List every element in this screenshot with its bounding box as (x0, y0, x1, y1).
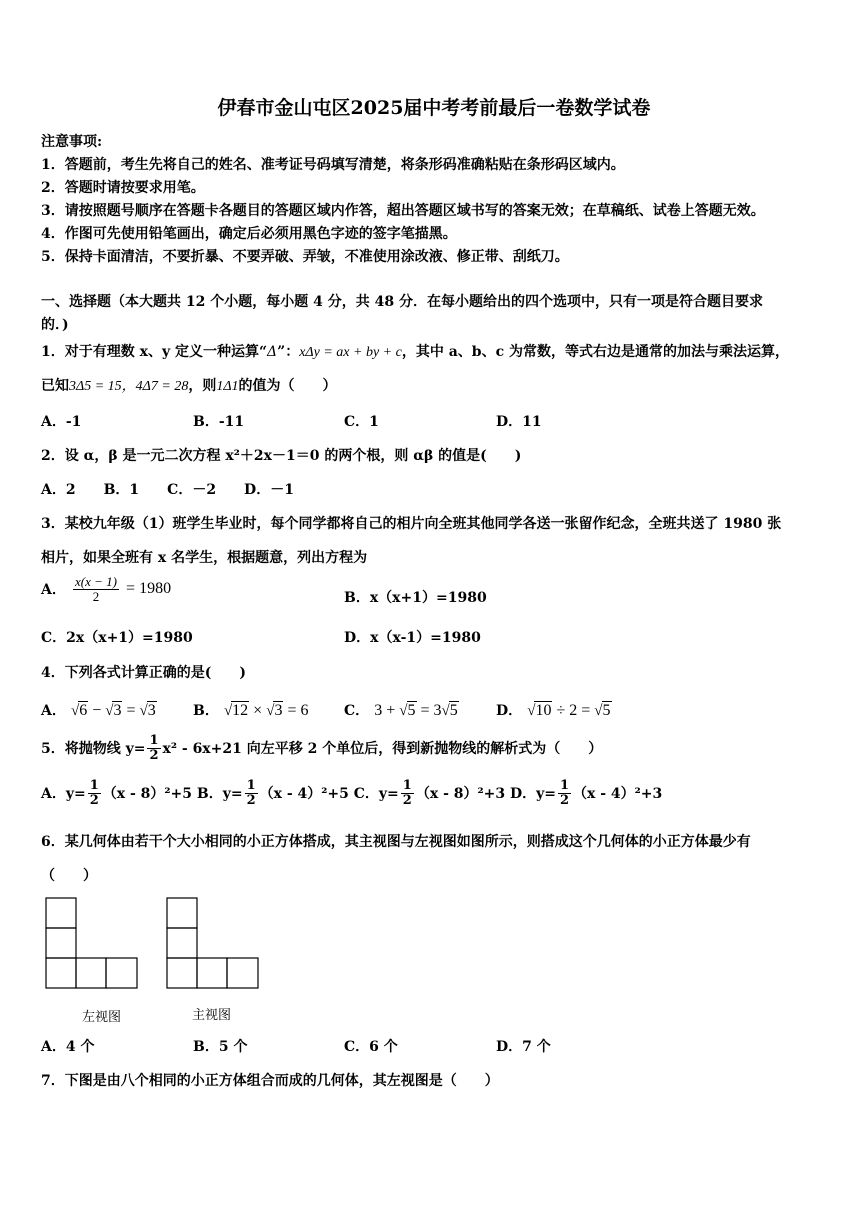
main-view-figure (166, 897, 261, 989)
notice-heading: 注意事项: (41, 134, 103, 150)
q5-option-c-expr: （x - 8）²+3 (415, 786, 506, 803)
left-view-cell (46, 928, 76, 958)
q1-then: ，则 (188, 378, 217, 394)
fraction-numerator: 1 (149, 733, 159, 748)
q6-option-c: C．6 个 (344, 1039, 398, 1055)
q6-option-d: D．7 个 (496, 1039, 551, 1055)
sqrt-radicand: 5 (449, 702, 458, 719)
q4-option-d: D． √10 ÷ 2 = √5 (496, 702, 611, 719)
q1-option-c: C．1 (344, 414, 379, 430)
sqrt-radicand: 5 (602, 702, 611, 719)
notice-item-5: 5．保持卡面清洁，不要折暴、不要弄破、弄皱，不准使用涂改液、修正带、刮纸刀。 (41, 249, 569, 265)
q5-option-c-label: C．y= (353, 786, 399, 803)
sqrt-radicand: 5 (407, 702, 416, 719)
q2-options: A．2 B．1 C．－2 D．－1 (41, 482, 294, 498)
question-1-line1 (41, 341, 789, 361)
sqrt-radicand: 10 (535, 702, 552, 719)
q4-option-c-label: C． (344, 703, 370, 719)
question-2: 2．设 α，β 是一元二次方程 x²＋2x－1＝0 的两个根，则 αβ 的值是( ) (41, 448, 522, 464)
q4-option-c: C． 3 + √5 = 3√5 (344, 702, 458, 719)
question-6-line2: （ ） (41, 868, 97, 884)
q1-given: 3Δ5 = 15，4Δ7 = 28 (69, 379, 189, 394)
left-view-cell (46, 958, 76, 988)
divide-equals: ÷ 2 = (552, 702, 595, 719)
q1-ask: 1Δ1 (216, 379, 239, 394)
q5-option-b-label: B．y= (196, 786, 243, 803)
sqrt-radicand: 3 (113, 702, 122, 719)
fraction-numerator: 1 (559, 778, 570, 793)
left-view-cell (46, 898, 76, 928)
notice-item-2: 2．答题时请按要求用笔。 (41, 180, 205, 196)
q1-option-d: D．11 (496, 414, 542, 430)
question-4: 4．下列各式计算正确的是( ) (41, 665, 246, 681)
left-view-caption: 左视图 (82, 1010, 122, 1025)
fraction-denominator: 2 (246, 792, 256, 808)
q5-options (41, 779, 662, 807)
fraction-denominator: 2 (92, 588, 100, 604)
main-view-cell (197, 958, 227, 988)
q1-mid: ”： (277, 344, 300, 360)
q1-option-b: B．-11 (193, 414, 245, 430)
notice-item-1: 1．答题前，考生先将自己的姓名、准考证号码填写清楚，将条形码准确粘贴在条形码区域内。 (41, 157, 625, 173)
q5-fraction (147, 734, 160, 762)
left-view-cell (106, 958, 137, 988)
q1-rest: ，其中 a、b、c 为常数，等式右边是通常的加法与乘法运算， (401, 344, 789, 360)
q5-option-a-expr: （x - 8）²+5 (102, 786, 193, 803)
q3-option-a-label: A． (41, 582, 66, 599)
fraction-numerator: 1 (402, 778, 412, 793)
q5-option-d-label: D．y= (509, 786, 556, 803)
left-view-cell (76, 958, 106, 988)
q1-given-label: 已知 (41, 378, 69, 394)
q1-operator: Δ (267, 344, 278, 360)
question-3-line2: 相片，如果全班有 x 名学生，根据题意，列出方程为 (41, 550, 368, 566)
sqrt-radicand: 3 (274, 702, 283, 719)
q1-ask-tail: 的值为（ ） (238, 378, 337, 394)
sqrt-radicand: 3 (147, 702, 156, 719)
fraction-denominator: 2 (149, 747, 159, 763)
fraction-numerator: 1 (246, 778, 256, 793)
question-5 (41, 734, 602, 762)
q5-option-b-expr: （x - 4）²+5 (259, 786, 349, 803)
fraction-denominator: 2 (89, 792, 99, 808)
q3-option-a-fraction (73, 575, 119, 603)
main-view-cell (227, 958, 258, 988)
q6-option-a: A．4 个 (41, 1039, 95, 1055)
main-view-caption: 主视图 (192, 1008, 232, 1023)
question-3-line1: 3．某校九年级（1）班学生毕业时，每个同学都将自己的相片向全班其他同学各送一张留作纪念，全班共送了 1980 张 (41, 516, 782, 532)
equals-result: = 6 (283, 702, 309, 719)
section-heading: 一、选择题（本大题共 12 个小题，每小题 4 分，共 48 分．在每小题给出的四个选项中，只有一项是符合题目要求 (41, 294, 763, 310)
q4-option-a: A． √6 − √3 = √3 (41, 702, 156, 719)
q5-option-a-label: A．y= (41, 786, 86, 803)
equals-sign: = (122, 702, 140, 719)
minus-sign: − (88, 702, 106, 719)
q5-rest: x² - 6x+21 向左平移 2 个单位后，得到新抛物线的解析式为（ ） (162, 741, 603, 758)
q4-option-a-label: A． (41, 703, 66, 719)
fraction-denominator: 2 (402, 792, 412, 808)
question-7: 7．下图是由八个相同的小正方体组合而成的几何体，其左视图是（ ） (41, 1073, 499, 1089)
q1-prefix: 1．对于有理数 x、y 定义一种运算“ (41, 344, 268, 360)
times-sign: × (249, 702, 267, 719)
addend: 3 + (374, 702, 400, 719)
q3-option-c: C．2x（x+1）=1980 (41, 630, 193, 646)
q3-option-b: B．x（x+1）=1980 (344, 590, 487, 606)
fraction-numerator: x(x − 1) (74, 574, 117, 589)
question-6-line1: 6．某几何体由若干个大小相同的小正方体搭成，其主视图与左视图如图所示，则搭成这个几何体的小正方体最少有 (41, 834, 751, 850)
left-view-diagram (45, 897, 140, 989)
sqrt-radicand: 6 (79, 702, 88, 719)
main-view-cell (167, 958, 197, 988)
q5-prefix: 5．将抛物线 y= (41, 741, 146, 758)
sqrt-radicand: 12 (232, 702, 249, 719)
main-view-cell (167, 898, 197, 928)
q1-option-a: A．-1 (41, 414, 82, 430)
fraction-denominator: 2 (559, 792, 570, 808)
q3-option-d: D．x（x-1）=1980 (344, 630, 481, 646)
main-view-cell (167, 928, 197, 958)
left-view-figure (45, 897, 140, 989)
q4-option-b-label: B． (193, 703, 219, 719)
main-view-diagram (166, 897, 261, 989)
q1-formula: xΔy = ax + by + c (299, 345, 402, 360)
q4-option-b: B． √12 × √3 = 6 (193, 702, 309, 719)
notice-item-4: 4．作图可先使用铅笔画出，确定后必须用黑色字迹的签字笔描黑。 (41, 226, 457, 242)
exam-title: 伊春市金山屯区2025届中考考前最后一卷数学试卷 (217, 97, 651, 119)
q3-option-a (41, 575, 171, 603)
q4-option-d-label: D． (496, 703, 523, 719)
section-heading-cont: 的．) (41, 317, 69, 333)
q6-option-b: B．5 个 (193, 1039, 248, 1055)
q3-option-a-rhs: = 1980 (126, 580, 172, 598)
fraction-numerator: 1 (89, 778, 99, 793)
notice-item-3: 3．请按照题号顺序在答题卡各题目的答题区域内作答，超出答题区域书写的答案无效；在草稿纸、试卷上答题无效。 (41, 203, 765, 219)
equals-coefficient: = 3 (416, 702, 442, 719)
question-1-line2 (41, 375, 337, 395)
q5-option-d-expr: （x - 4）²+3 (573, 786, 663, 803)
